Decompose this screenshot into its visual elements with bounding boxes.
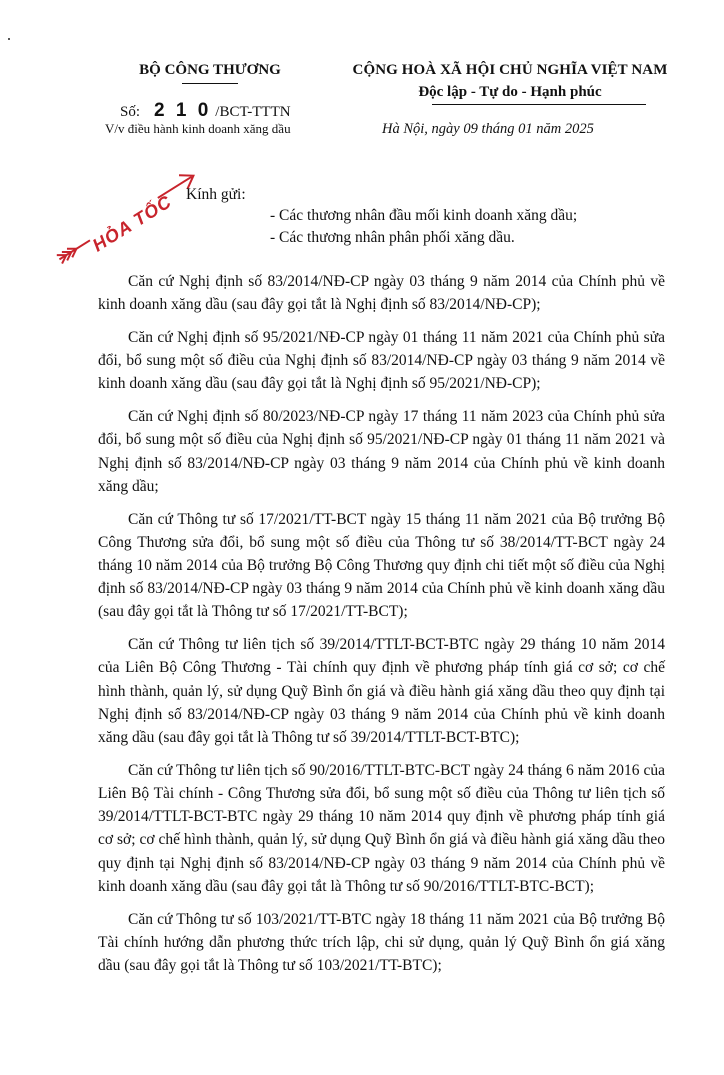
addressee-label: Kính gửi: — [186, 186, 246, 203]
legal-basis-paragraph: Căn cứ Thông tư số 103/2021/TT-BTC ngày 18 tháng 11 năm 2021 của Bộ trưởng Bộ Tài chính hướng dẫn phương thức trích lập, chi sử dụng, quản lý Quỹ Bình ổn giá xăng dầu (sau đây gọi tắt là Thông tư số 103/2021/TT-BTC); — [98, 910, 665, 975]
document-body — [98, 270, 665, 987]
legal-basis-paragraph: Căn cứ Nghị định số 80/2023/NĐ-CP ngày 17 tháng 11 năm 2023 của Chính phủ sửa đổi, bổ sung một số điều của Nghị định số 95/2021/NĐ-CP ngày 01 tháng 11 năm 2021 và Nghị định số 83/2014/NĐ-CP ngày 03 tháng 9 năm 2014 của Chính phủ về kinh doanh xăng dầu; — [98, 408, 665, 495]
legal-basis-paragraph: Căn cứ Nghị định số 95/2021/NĐ-CP ngày 01 tháng 11 năm 2021 của Chính phủ sửa đổi, bổ sung một số điều của Nghị định số 83/2014/NĐ-CP ngày 03 tháng 9 năm 2014 về kinh doanh xăng dầu (sau đây gọi tắt là Nghị định số 95/2021/NĐ-CP); — [98, 329, 665, 393]
scan-speck — [8, 38, 10, 40]
doc-no-number: 2 1 0 — [154, 100, 212, 121]
doc-no-prefix: Số: — [120, 104, 141, 120]
stamp-text: HỎA TỐC — [88, 191, 176, 256]
motto-underline — [432, 104, 646, 105]
legal-basis-paragraph: Căn cứ Thông tư liên tịch số 39/2014/TTLT-BCT-BTC ngày 29 tháng 10 năm 2014 của Liên Bộ Công Thương - Tài chính quy định về phương pháp tính giá cơ sở; cơ chế hình thành, quản lý, sử dụng Quỹ Bình ổn giá và điều hành giá xăng dầu theo quy định tại Nghị định số 83/2014/NĐ-CP ngày 03 tháng 9 năm 2014 của Chính phủ về kinh doanh xăng dầu (sau đây gọi tắt là Thông tư số 39/2014/TTLT-BCT-BTC); — [98, 636, 665, 747]
recipient-item: - Các thương nhân phân phối xăng dầu. — [270, 229, 515, 246]
ministry-name: BỘ CÔNG THƯƠNG — [139, 62, 281, 78]
nation-name: CỘNG HOÀ XÃ HỘI CHỦ NGHĨA VIỆT NAM — [352, 62, 668, 78]
recipient-list — [270, 205, 577, 249]
national-motto: Độc lập - Tự do - Hạnh phúc — [418, 84, 602, 100]
place-date: Hà Nội, ngày 09 tháng 01 năm 2025 — [382, 121, 594, 137]
ministry-underline — [182, 83, 238, 84]
legal-basis-paragraph: Căn cứ Thông tư liên tịch số 90/2016/TTLT-BTC-BCT ngày 24 tháng 6 năm 2016 của Liên Bộ Tài chính - Công Thương sửa đổi, bổ sung một số điều của Thông tư liên tịch số 39/2014/TTLT-BCT-BTC ngày 29 tháng 10 năm 2014 quy định về phương pháp tính giá cơ sở; cơ chế hình thành, quản lý, sử dụng Quỹ Bình ổn giá và điều hành giá xăng dầu theo quy định tại Nghị định số 83/2014/NĐ-CP ngày 03 tháng 9 năm 2014 của Chính phủ về kinh doanh xăng dầu (sau đây gọi tắt là Thông tư số 90/2016/TTLT-BTC-BCT); — [98, 761, 665, 895]
document-subject: V/v điều hành kinh doanh xăng dầu — [105, 121, 291, 136]
legal-basis-paragraph: Căn cứ Thông tư số 17/2021/TT-BCT ngày 15 tháng 11 năm 2021 của Bộ trưởng Bộ Công Thương sửa đổi, bổ sung một số điều của Thông tư số 38/2014/TT-BCT ngày 24 tháng 10 năm 2014 của Bộ trưởng Bộ Công Thương quy định chi tiết một số điều của Nghị định số 83/2014/NĐ-CP ngày 03 tháng 9 năm 2014 của Chính phủ về kinh doanh xăng dầu (sau đây gọi tắt là Thông tư số 17/2021/TT-BCT); — [98, 510, 665, 621]
recipient-item: - Các thương nhân đầu mối kinh doanh xăng dầu; — [270, 207, 578, 224]
national-header — [320, 62, 700, 105]
doc-no-suffix: /BCT-TTTN — [215, 104, 291, 120]
issuer-block — [100, 62, 320, 84]
legal-basis-paragraph: Căn cứ Nghị định số 83/2014/NĐ-CP ngày 03 tháng 9 năm 2014 của Chính phủ về kinh doanh xăng dầu (sau đây gọi tắt là Nghị định số 83/2014/NĐ-CP); — [98, 273, 665, 314]
